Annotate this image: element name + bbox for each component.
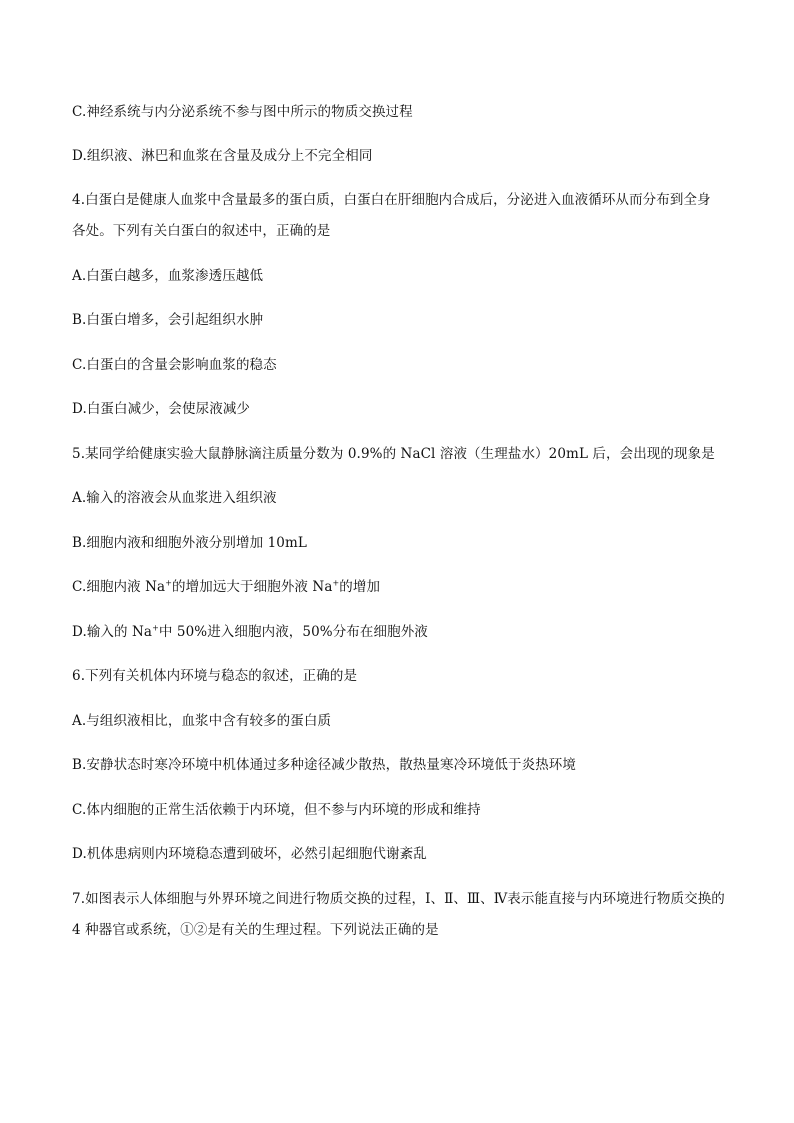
q5-option-b: B.细胞内液和细胞外液分别增加 10mL bbox=[72, 535, 307, 551]
q5-option-c-text-2: 的增加远大于细胞外液 Na bbox=[172, 579, 333, 595]
q6-option-a: A.与组织液相比，血浆中含有较多的蛋白质 bbox=[72, 713, 332, 729]
q6-option-b: B.安静状态时寒冷环境中机体通过多种途径减少散热，散热量寒冷环境低于炎热环境 bbox=[72, 757, 577, 773]
q4-option-a: A.白蛋白越多，血浆渗透压越低 bbox=[72, 268, 264, 284]
q5-option-d-sup: + bbox=[152, 623, 159, 633]
q7-stem-line1: 7.如图表示人体细胞与外界环境之间进行物质交换的过程，Ⅰ、Ⅱ、Ⅲ、Ⅳ表示能直接与内环境进行物质交换的 bbox=[72, 891, 725, 907]
q5-option-d bbox=[72, 623, 428, 641]
q3-option-d: D.组织液、淋巴和血浆在含量及成分上不完全相同 bbox=[72, 148, 373, 164]
q5-option-c-sup-2: + bbox=[332, 578, 340, 588]
q5-stem: 5.某同学给健康实验大鼠静脉滴注质量分数为 0.9%的 NaCl 溶液（生理盐水）20mL 后，会出现的现象是 bbox=[72, 446, 715, 462]
q4-stem-line1: 4.白蛋白是健康人血浆中含量最多的蛋白质，白蛋白在肝细胞内合成后，分泌进入血液循环从而分布到全身 bbox=[72, 192, 711, 208]
q6-option-c: C.体内细胞的正常生活依赖于内环境，但不参与内环境的形成和维持 bbox=[72, 802, 481, 818]
q5-option-a: A.输入的溶液会从血浆进入组织液 bbox=[72, 490, 277, 506]
q5-option-d-text-1: D.输入的 Na bbox=[72, 624, 153, 640]
q5-option-c-text-1: C.细胞内液 Na bbox=[72, 579, 166, 595]
q4-option-c: C.白蛋白的含量会影响血浆的稳态 bbox=[72, 357, 277, 373]
q4-stem-line2: 各处。下列有关白蛋白的叙述中，正确的是 bbox=[72, 223, 331, 239]
q4-option-d: D.白蛋白减少，会使尿液减少 bbox=[72, 401, 251, 417]
q5-option-c bbox=[72, 578, 380, 596]
q7-stem-line2: 4 种器官或系统，①②是有关的生理过程。下列说法正确的是 bbox=[72, 922, 439, 938]
q3-option-c: C.神经系统与内分泌系统不参与图中所示的物质交换过程 bbox=[72, 104, 413, 120]
q5-option-d-text-2: 中 50%进入细胞内液，50%分布在细胞外液 bbox=[158, 624, 428, 640]
q5-option-c-text-3: 的增加 bbox=[339, 579, 381, 595]
q4-option-b: B.白蛋白增多，会引起组织水肿 bbox=[72, 312, 264, 328]
q5-option-c-sup-1: + bbox=[165, 578, 173, 588]
q6-stem: 6.下列有关机体内环境与稳态的叙述，正确的是 bbox=[72, 668, 358, 684]
q6-option-d: D.机体患病则内环境稳态遭到破坏，必然引起细胞代谢紊乱 bbox=[72, 846, 427, 862]
